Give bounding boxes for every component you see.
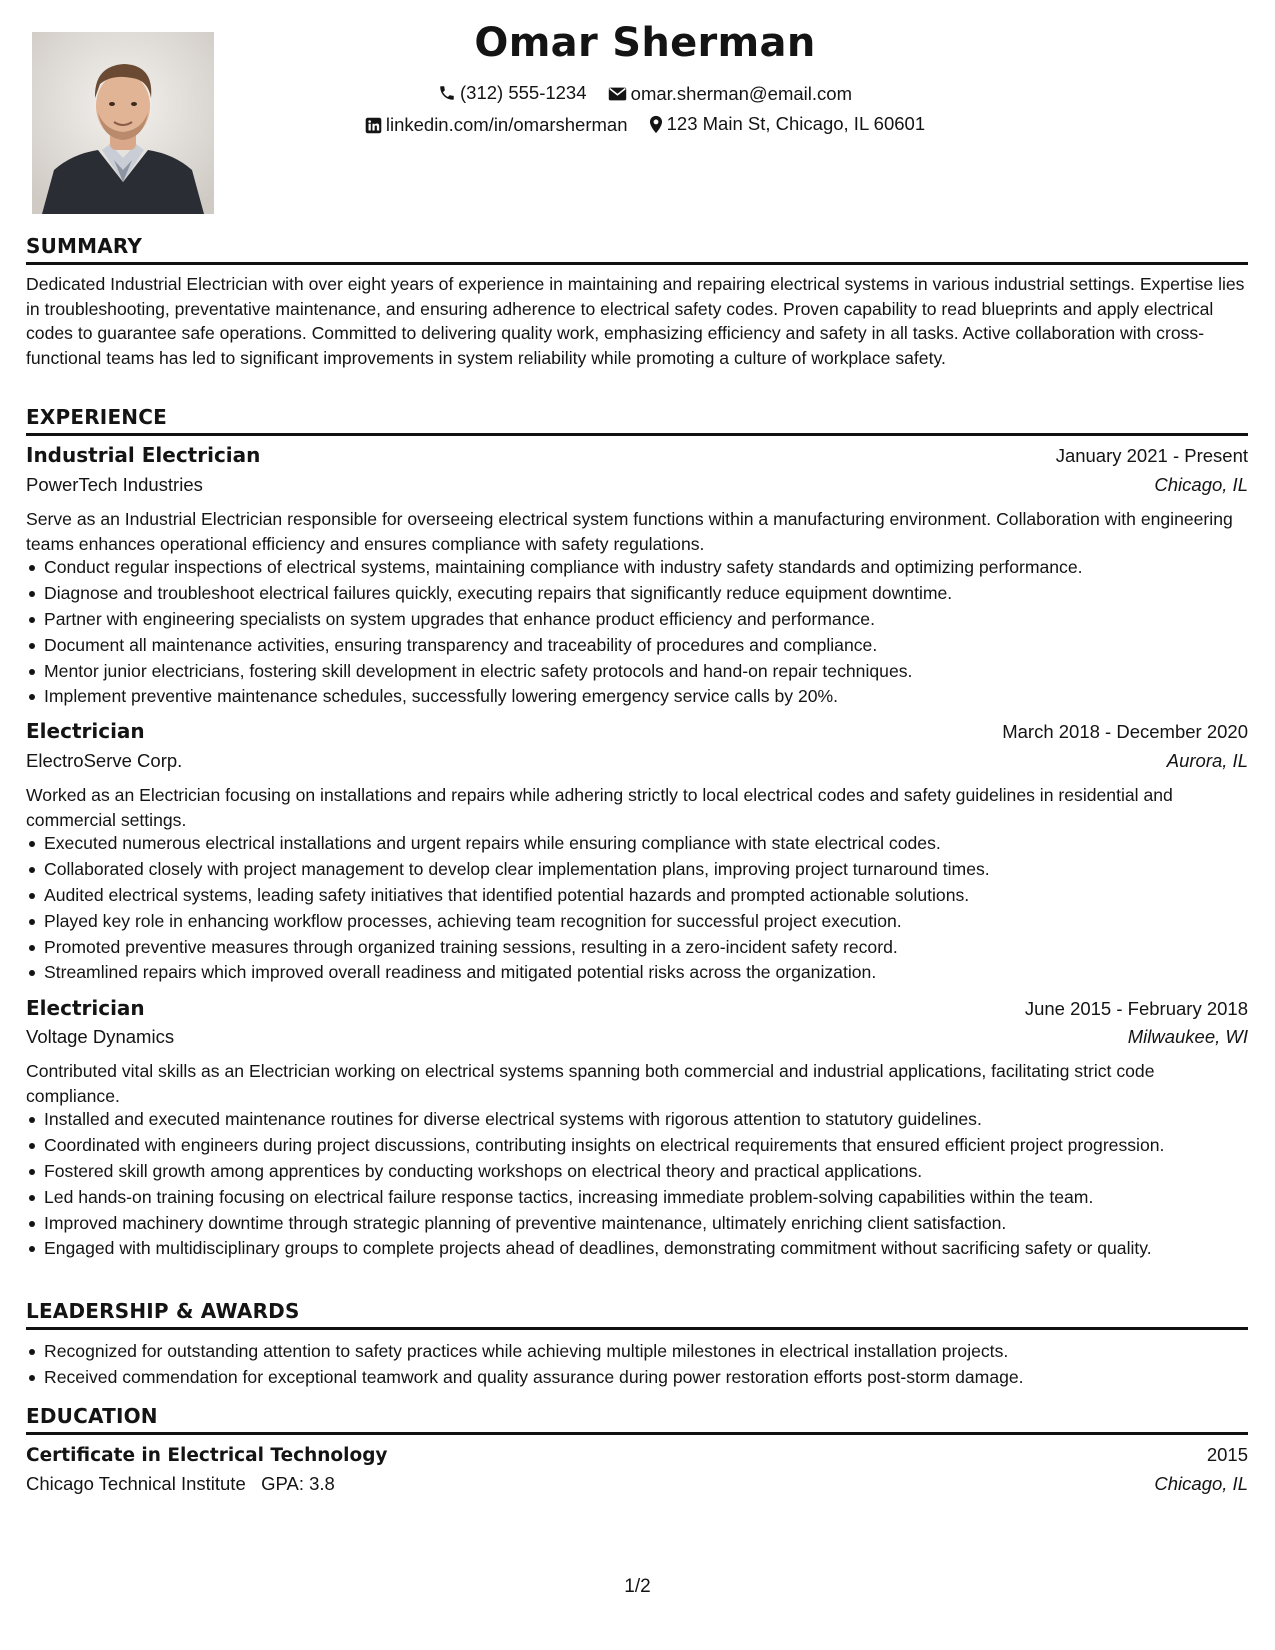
list-item: Document all maintenance activities, ensuring transparency and traceability of procedures and compliance. — [26, 633, 1248, 658]
job-subheader — [26, 750, 1248, 772]
linkedin-icon — [365, 117, 382, 134]
phone-contact[interactable] — [438, 82, 587, 104]
job-location: Aurora, IL — [1166, 750, 1248, 771]
candidate-name: Omar Sherman — [474, 20, 816, 66]
list-item: Fostered skill growth among apprentices by conducting workshops on electrical theory and practical applications. — [26, 1159, 1248, 1184]
address-contact — [649, 113, 926, 135]
list-item: Led hands-on training focusing on electrical failure response tactics, increasing immediate problem-solving capabilities within the team. — [26, 1185, 1248, 1210]
list-item: Diagnose and troubleshoot electrical failures quickly, executing repairs that significantly reduce equipment downtime. — [26, 581, 1248, 606]
job-location: Milwaukee, WI — [1127, 1026, 1248, 1047]
list-item: Executed numerous electrical installations and urgent repairs while ensuring compliance with state electrical codes. — [26, 831, 1248, 856]
company-name: ElectroServe Corp. — [26, 750, 183, 771]
job-subheader — [26, 474, 1248, 496]
education-subheader — [26, 1473, 1248, 1495]
list-item: Promoted preventive measures through organized training sessions, resulting in a zero-incident safety record. — [26, 935, 1248, 960]
list-item: Received commendation for exceptional teamwork and quality assurance during power restoration efforts post-storm damage. — [26, 1365, 1248, 1390]
job-header — [26, 996, 1248, 1020]
job-dates: June 2015 - February 2018 — [1024, 998, 1248, 1019]
summary-text: Dedicated Industrial Electrician with over eight years of experience in maintaining and repairing electrical systems in various industrial settings. Expertise lies in troubleshooting, preventative maintenance, and ensuring adherence to electrical safety codes. Proven capability to read blueprints and apply electrical codes to guarantee safe operations. Committed to delivering quality work, emphasizing efficiency and safety in all tasks. Active collaboration with cross-functional teams has led to significant improvements in system reliability while promoting a culture of workplace safety. — [26, 274, 1245, 368]
list-item: Conduct regular inspections of electrical systems, maintaining compliance with industry safety standards and optimizing performance. — [26, 555, 1248, 580]
job-description: Serve as an Industrial Electrician responsible for overseeing electrical system functions within a manufacturing environment. Collaboration with engineering teams enhances operational efficiency and ensures compliance with safety regulations. — [26, 509, 1233, 554]
list-item: Played key role in enhancing workflow processes, achieving team recognition for successful project execution. — [26, 909, 1248, 934]
school-info — [26, 1473, 335, 1495]
job-header — [26, 719, 1248, 743]
job-subheader — [26, 1026, 1248, 1048]
list-item: Coordinated with engineers during project discussions, contributing insights on electrical requirements that ensured efficient project progression. — [26, 1133, 1248, 1158]
list-item: Partner with engineering specialists on system upgrades that enhance product efficiency and performance. — [26, 607, 1248, 632]
linkedin-url: linkedin.com/in/omarsherman — [385, 114, 628, 135]
degree-name: Certificate in Electrical Technology — [26, 1445, 388, 1466]
job-header — [26, 443, 1248, 467]
list-item: Mentor junior electricians, fostering skill development in electric safety protocols and hand-on repair techniques. — [26, 659, 1248, 684]
job-location: Chicago, IL — [1154, 474, 1248, 495]
list-item: Recognized for outstanding attention to safety practices while achieving multiple milestones in electrical installation projects. — [26, 1339, 1248, 1364]
email-contact[interactable] — [608, 83, 852, 105]
gpa: GPA: 3.8 — [261, 1473, 335, 1494]
linkedin-contact[interactable] — [365, 114, 628, 136]
email-address: omar.sherman@email.com — [630, 83, 852, 104]
job-bullets — [26, 555, 1248, 710]
list-item: Improved machinery downtime through strategic planning of preventive maintenance, ultimately enriching client satisfaction. — [26, 1211, 1248, 1236]
envelope-icon — [608, 86, 627, 102]
list-item: Streamlined repairs which improved overall readiness and mitigated potential risks across the organization. — [26, 960, 1248, 985]
contact-line-1 — [240, 82, 1050, 107]
education-heading: EDUCATION — [26, 1404, 1248, 1435]
job-title: Industrial Electrician — [26, 443, 261, 467]
experience-heading: EXPERIENCE — [26, 405, 1248, 436]
list-item: Installed and executed maintenance routines for diverse electrical systems with rigorous attention to statutory guidelines. — [26, 1107, 1248, 1132]
phone-icon — [438, 84, 456, 102]
job-bullets — [26, 1107, 1248, 1262]
company-name: PowerTech Industries — [26, 474, 203, 495]
education-header — [26, 1444, 1248, 1466]
map-pin-icon — [649, 115, 663, 134]
phone-number: (312) 555-1234 — [460, 82, 587, 103]
graduation-year: 2015 — [1206, 1444, 1248, 1465]
street-address: 123 Main St, Chicago, IL 60601 — [666, 113, 926, 134]
school-name: Chicago Technical Institute — [26, 1473, 246, 1494]
job-description: Worked as an Electrician focusing on installations and repairs while adhering strictly to local electrical codes and safety guidelines in residential and commercial settings. — [26, 785, 1173, 830]
leadership-heading: LEADERSHIP & AWARDS — [26, 1299, 1248, 1330]
list-item: Audited electrical systems, leading safety initiatives that identified potential hazards and prompted actionable solutions. — [26, 883, 1248, 908]
leadership-bullets — [26, 1339, 1248, 1391]
job-dates: March 2018 - December 2020 — [1002, 721, 1248, 742]
profile-photo — [32, 32, 214, 214]
company-name: Voltage Dynamics — [26, 1026, 175, 1047]
page-number: 1/2 — [624, 1576, 651, 1597]
list-item: Engaged with multidisciplinary groups to complete projects ahead of deadlines, demonstrating commitment without sacrificing safety or quality. — [26, 1236, 1248, 1261]
job-description: Contributed vital skills as an Electrician working on electrical systems spanning both commercial and industrial applications, facilitating strict code compliance. — [26, 1061, 1155, 1106]
job-bullets — [26, 831, 1248, 986]
job-dates: January 2021 - Present — [1055, 445, 1248, 466]
list-item: Collaborated closely with project management to develop clear implementation plans, improving project turnaround times. — [26, 857, 1248, 882]
contact-line-2 — [240, 113, 1050, 139]
job-title: Electrician — [26, 719, 145, 743]
job-title: Electrician — [26, 996, 145, 1020]
school-location: Chicago, IL — [1154, 1473, 1248, 1494]
summary-heading: SUMMARY — [26, 234, 1248, 265]
list-item: Implement preventive maintenance schedules, successfully lowering emergency service calls by 20%. — [26, 684, 1248, 709]
